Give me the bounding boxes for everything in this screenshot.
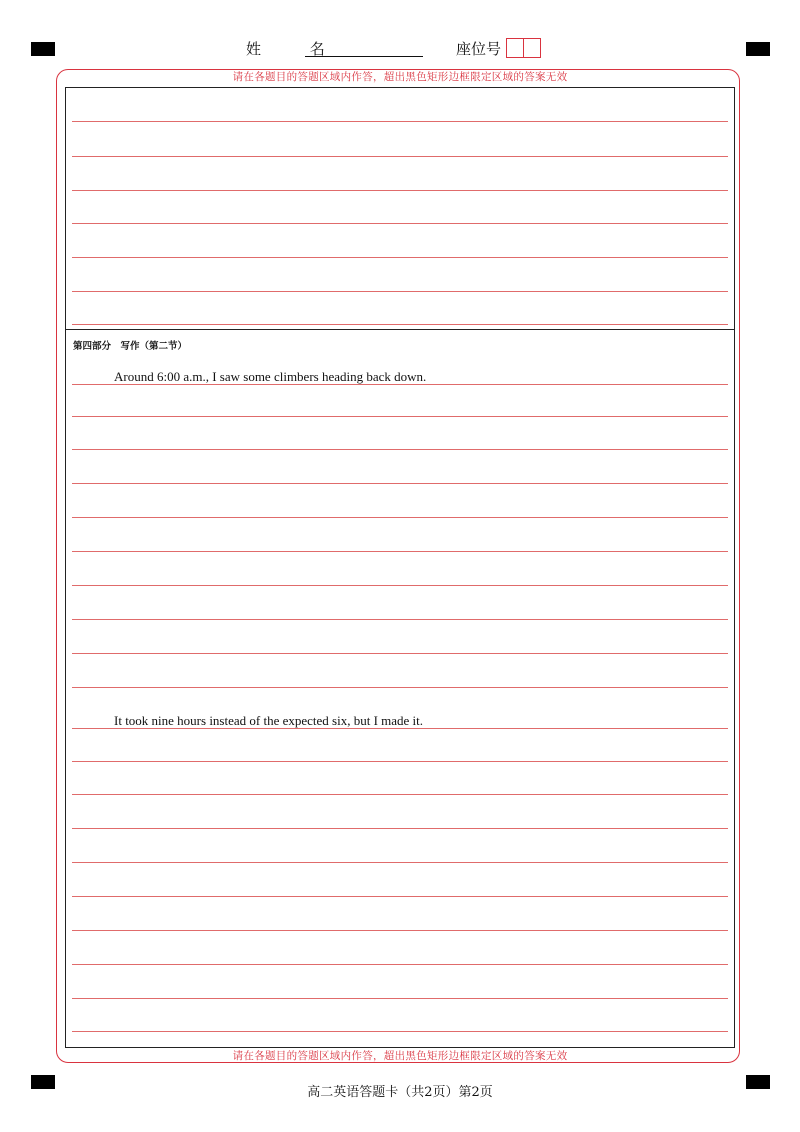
writing-line: [72, 896, 728, 897]
writing-line: [72, 728, 728, 729]
seat-number-box[interactable]: [506, 38, 524, 58]
seat-number-label: 座位号: [456, 40, 502, 58]
writing-line: [72, 449, 728, 450]
writing-line: [72, 653, 728, 654]
writing-line: [72, 687, 728, 688]
paragraph-1-prompt: Around 6:00 a.m., I saw some climbers heading back down.: [114, 369, 427, 384]
seat-number-box[interactable]: [524, 38, 541, 58]
writing-line: [72, 862, 728, 863]
section-divider: [65, 329, 735, 330]
writing-line: [72, 761, 728, 762]
writing-line: [72, 156, 728, 157]
writing-line: [72, 223, 728, 224]
writing-line: [72, 998, 728, 999]
name-label: 姓 名: [246, 40, 347, 58]
writing-line: [72, 190, 728, 191]
answer-sheet-header: [0, 38, 800, 62]
writing-line: [72, 483, 728, 484]
name-field[interactable]: [305, 56, 423, 57]
writing-line: [72, 794, 728, 795]
page-footer: 高二英语答题卡（共2页）第2页: [307, 1085, 493, 1100]
writing-line: [72, 585, 728, 586]
writing-line: [72, 384, 728, 385]
answer-area-inner-frame: [65, 87, 735, 1048]
paragraph-2-prompt: It took nine hours instead of the expected six, but I made it.: [114, 713, 424, 728]
notice-bottom: 请在各题目的答题区域内作答，超出黑色矩形边框限定区域的答案无效: [232, 1050, 568, 1062]
writing-line: [72, 1031, 728, 1032]
writing-line: [72, 964, 728, 965]
writing-line: [72, 416, 728, 417]
writing-line: [72, 551, 728, 552]
writing-line: [72, 517, 728, 518]
writing-line: [72, 930, 728, 931]
writing-line: [72, 121, 728, 122]
writing-line: [72, 257, 728, 258]
writing-line: [72, 828, 728, 829]
writing-line: [72, 291, 728, 292]
notice-top: 请在各题目的答题区域内作答，超出黑色矩形边框限定区域的答案无效: [232, 71, 568, 83]
section-title: 第四部分 写作（第二节）: [73, 341, 188, 352]
seat-number-boxes: [506, 38, 541, 58]
writing-line: [72, 619, 728, 620]
writing-line: [72, 324, 728, 325]
